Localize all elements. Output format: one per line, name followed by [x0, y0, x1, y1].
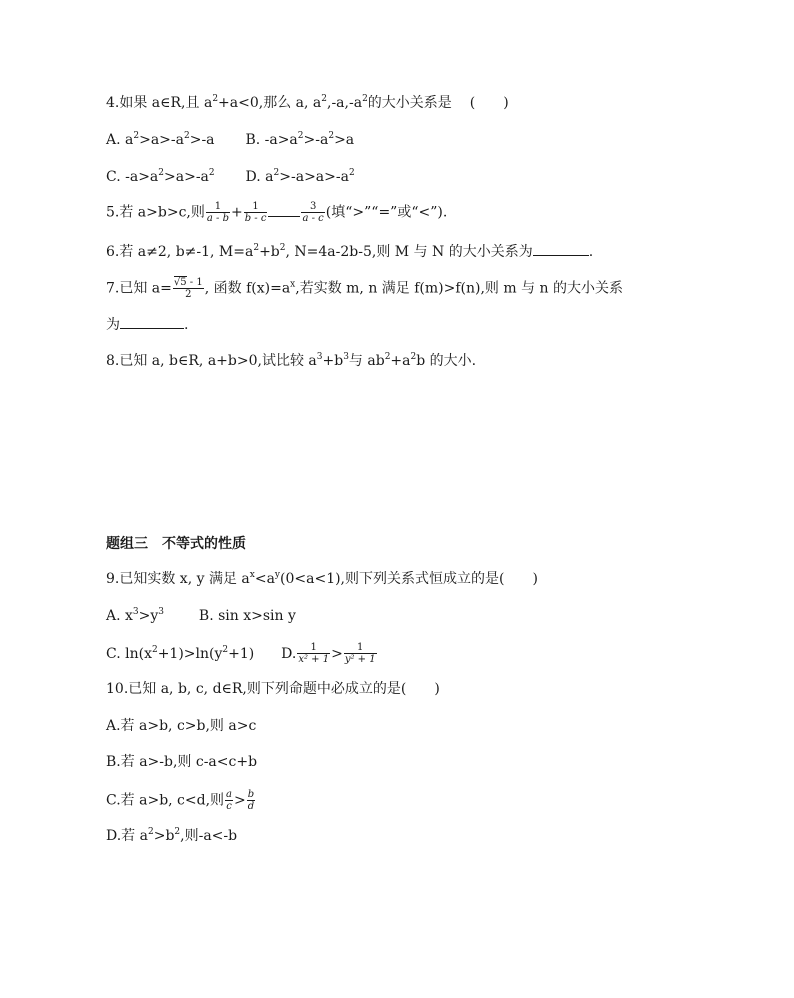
answer-blank — [268, 202, 300, 217]
question-10-stem: 10.已知 a, b, c, d∈R,则下列命题中必成立的是( ) — [106, 681, 440, 697]
option-b: B.若 a>-b,则 c-a<c+b — [106, 754, 258, 770]
question-5: 5.若 a>b>c,则 $\frac{1}{a - b}$ + $\frac{1}{b - c}$ $\frac{3}{a - c}$ (填“>”“=”或“<”). — [106, 201, 448, 224]
option-c: C.若 a>b, c<d,则 $\frac{a}{c}$ > $\frac{b}{d}$ — [106, 789, 255, 812]
fraction: $\frac{b}{d}$ — [247, 789, 255, 812]
question-6: 6.若 a≠2, b≠-1, $M=a^2+b^2$, N=4a-2b-5,则 M 与 N 的大小关系为 . — [106, 243, 594, 260]
option-a: A.若 a>b, c>b,则 a>c — [106, 718, 257, 734]
fraction: $\frac{1}{a - b}$ — [206, 201, 229, 224]
fraction: $\frac{a}{c}$ — [226, 789, 233, 812]
option-c: C. $-a>a^2>a>-a^2$ — [106, 168, 215, 185]
section-heading: 题组三 不等式的性质 — [106, 536, 246, 552]
option-a: A. $a^2>a>-a^2>-a$ — [106, 131, 215, 148]
answer-paren: ( ) — [469, 95, 509, 111]
question-9-options-cd — [106, 642, 378, 665]
question-8: 8.已知 a, b∈R, a+b>0,试比较 $a^3+b^3$与 $ab^2+a^2b$ 的大小. — [106, 352, 477, 369]
option-b: B. $-a>a^2>-a^2>a$ — [245, 131, 355, 148]
option-d: D.若 $a^2>b^2$,则-a<-b — [106, 827, 238, 844]
question-4-options-cd — [106, 167, 355, 187]
question-4-stem: 4.如果 a∈R,且 $a^2+a<0$,那么 a, $a^2,-a,-a^2$的大小关系是 ( ) — [106, 94, 509, 111]
fraction: $\frac{1}{\text{y² + 1}}$ — [344, 642, 376, 665]
option-b: B. sin x>sin y — [198, 608, 296, 624]
answer-blank — [120, 314, 184, 329]
answer-blank — [533, 241, 589, 256]
question-7: 7.已知 a= $\frac{√5 - 1}{2}$ , 函数 $f(x)=a^x$,若实数 m, n 满足 f(m)>f(n),则 m 与 n 的大小关系 — [106, 277, 624, 300]
question-9-stem: 9.已知实数 x, y 满足 $a^x<a^y(0<a<1)$,则下列关系式恒成立的是( ) — [106, 570, 538, 587]
question-7-line-2: 为 . — [106, 314, 188, 335]
option-d: D. $a^2>-a>a>-a^2$ — [245, 168, 355, 185]
question-4-options-ab — [106, 130, 354, 150]
fraction: $\frac{1}{\text{x² + 1}}$ — [298, 642, 330, 665]
question-9-options-ab — [106, 606, 296, 626]
fraction: $\frac{1}{b - c}$ — [244, 201, 267, 224]
fraction: $\frac{3}{a - c}$ — [302, 201, 324, 224]
option-c: C. $\ln(x^2+1)>\ln(y^2+1)$ — [106, 644, 255, 662]
option-a: A. $x^3>y^3$ — [106, 607, 165, 624]
fraction: $\frac{√5 - 1}{2}$ — [173, 277, 203, 300]
option-d: D. $\frac{1}{\text{x² + 1}}$ > $\frac{1}{\text{y² + 1}}$ — [281, 642, 376, 665]
